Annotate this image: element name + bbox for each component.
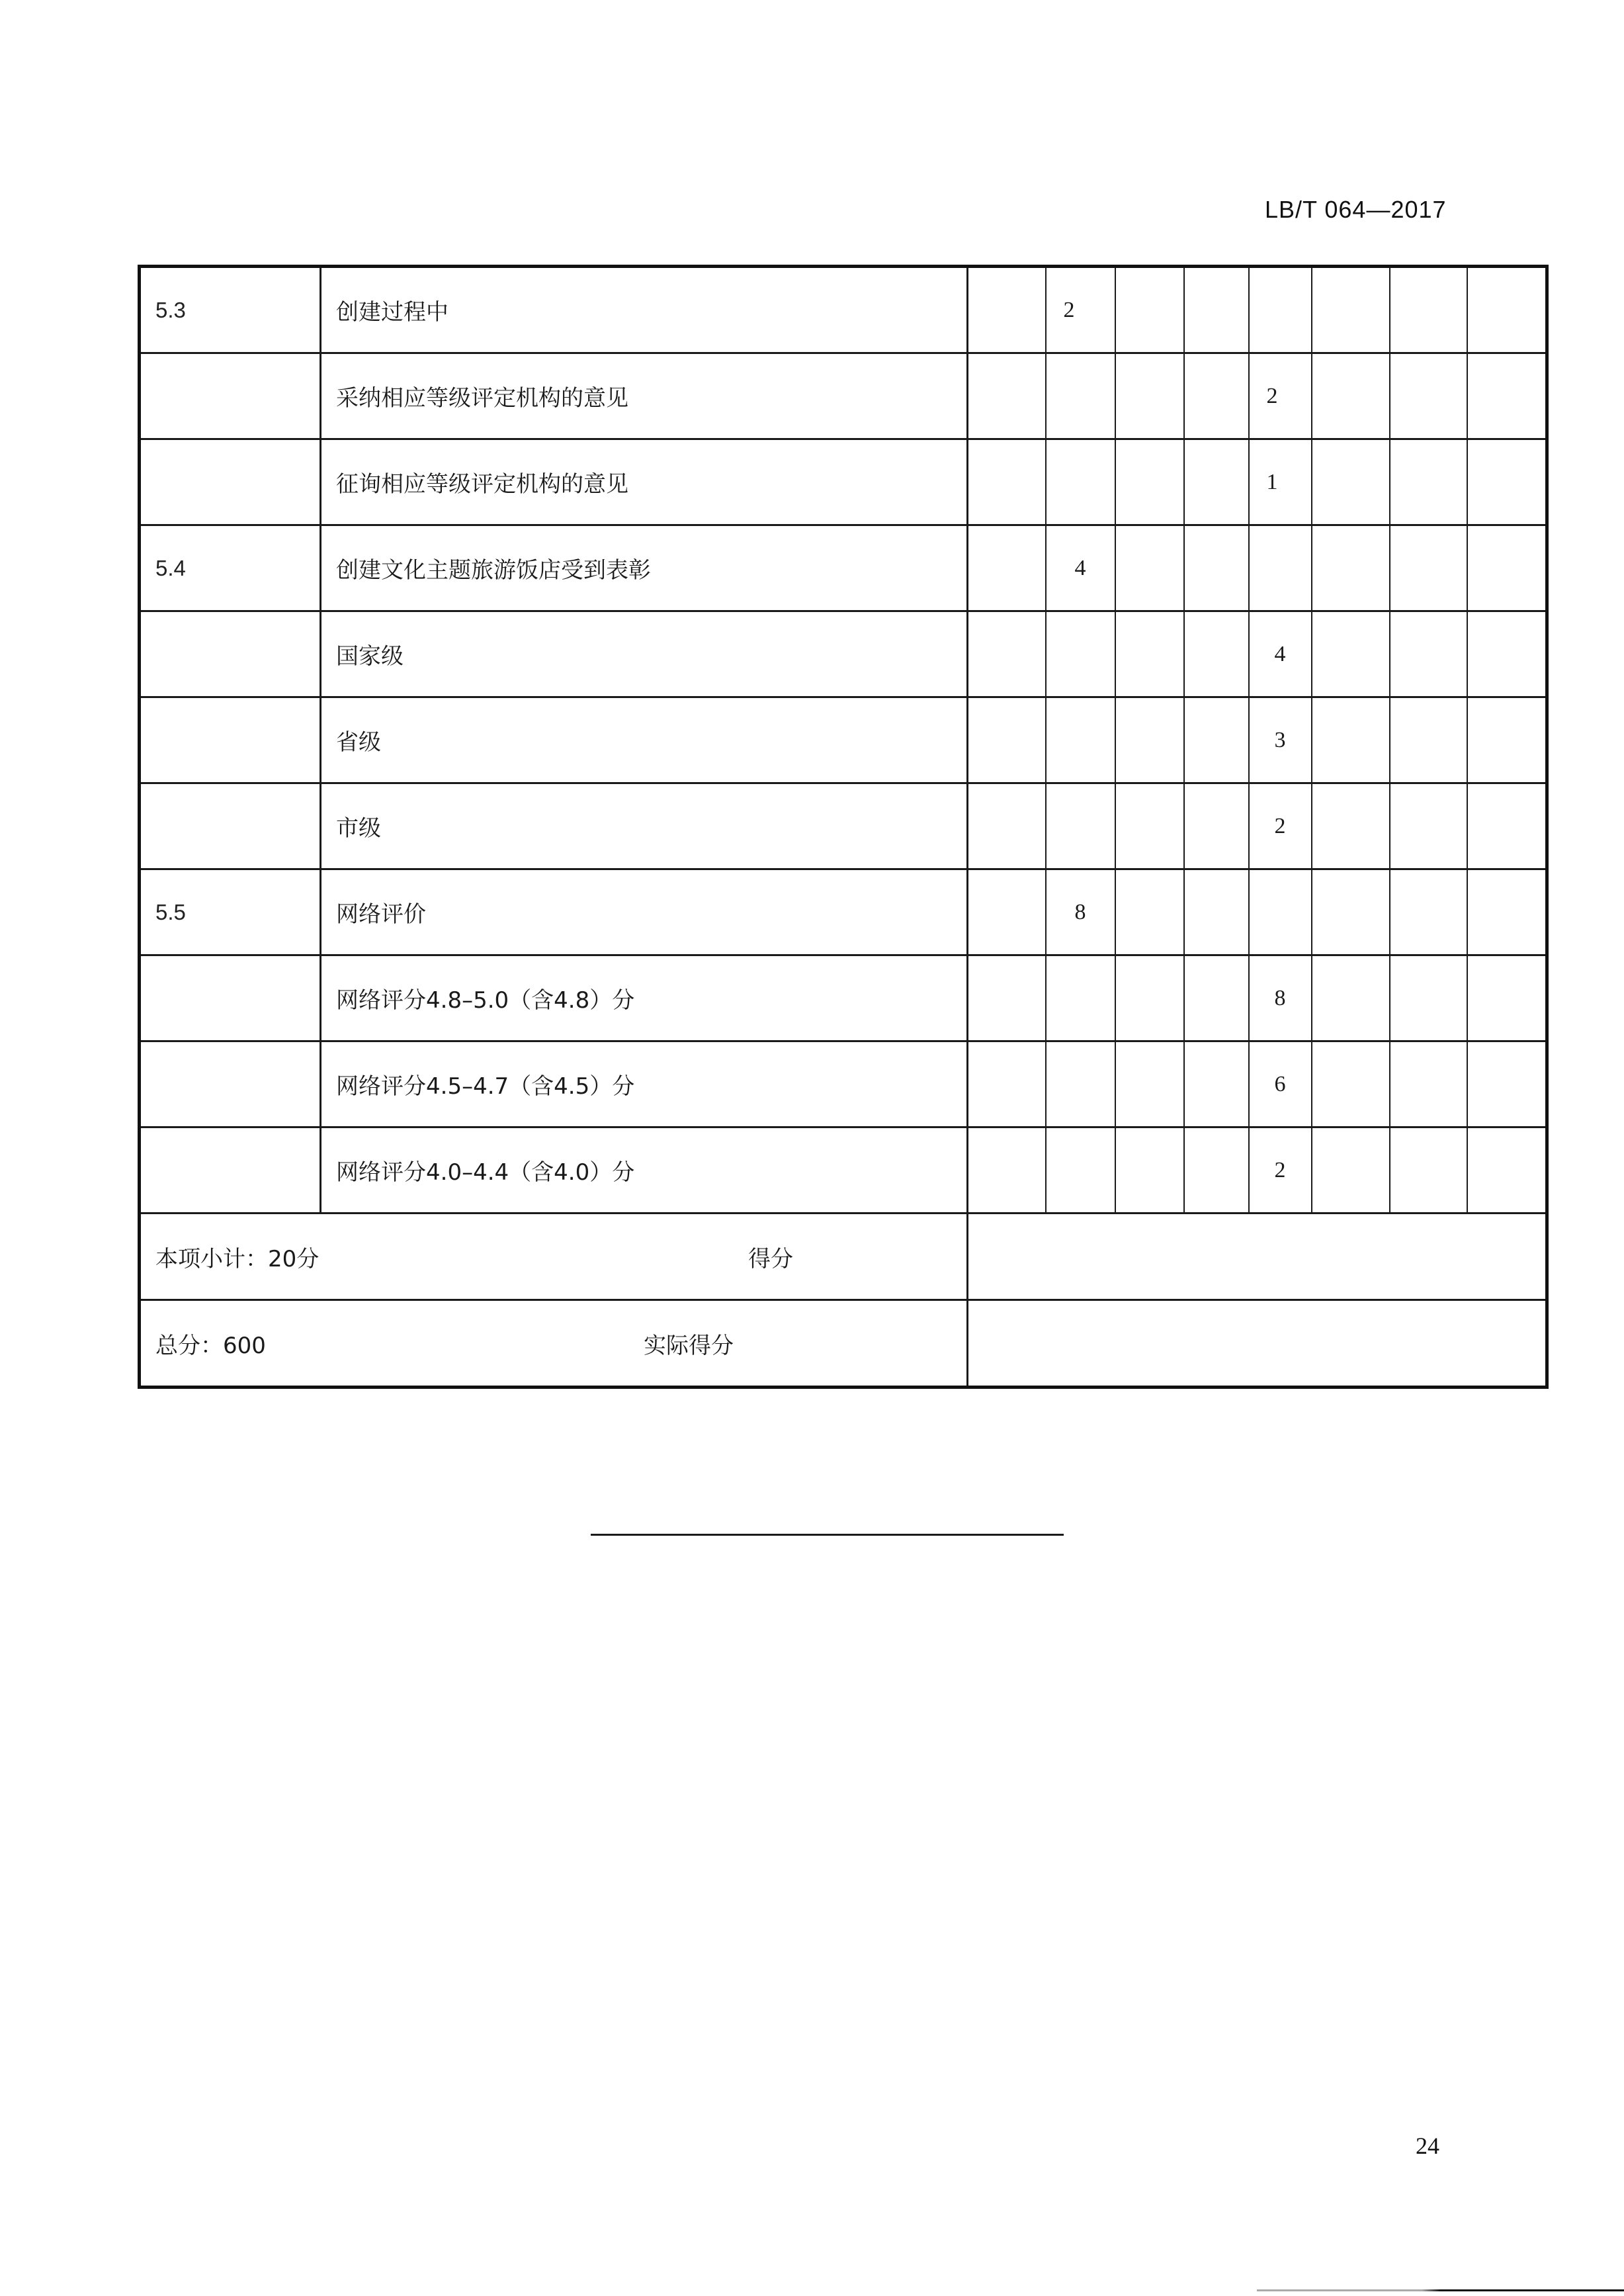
item-code: 5.4 (140, 525, 321, 611)
blank-cell (1115, 955, 1184, 1041)
table-row (140, 1041, 1547, 1127)
blank-cell (968, 611, 1046, 697)
score-cell: 8 (1249, 955, 1312, 1041)
blank-cell (1467, 697, 1547, 783)
score-cell: 2 (1249, 1127, 1312, 1214)
blank-cell (1390, 1041, 1467, 1127)
blank-cell (1312, 869, 1390, 955)
blank-cell (1390, 697, 1467, 783)
item-description: 采纳相应等级评定机构的意见 (321, 353, 968, 439)
standard-code: LB/T 064—2017 (1265, 196, 1447, 223)
item-description: 国家级 (321, 611, 968, 697)
blank-cell (1184, 525, 1249, 611)
blank-cell (968, 353, 1046, 439)
blank-cell (1184, 439, 1249, 525)
blank-cell (1184, 697, 1249, 783)
blank-cell (1184, 1041, 1249, 1127)
blank-cell (1467, 525, 1547, 611)
blank-cell (1312, 697, 1390, 783)
blank-cell (1390, 611, 1467, 697)
score-cell (1249, 869, 1312, 955)
blank-cell (1184, 869, 1249, 955)
score-cell: 3 (1249, 697, 1312, 783)
blank-cell (968, 439, 1046, 525)
item-description: 创建文化主题旅游饭店受到表彰 (321, 525, 968, 611)
blank-cell (1467, 1127, 1547, 1214)
blank-cell (1115, 267, 1184, 353)
blank-cell (968, 1041, 1046, 1127)
score-cell: 6 (1249, 1041, 1312, 1127)
max-score-cell (1046, 697, 1115, 783)
blank-cell (1390, 783, 1467, 869)
total-score-label: 实际得分 (644, 1332, 734, 1359)
page-edge-rule (1257, 2289, 1624, 2291)
max-score-cell: 2 (1046, 267, 1115, 353)
blank-cell (1115, 353, 1184, 439)
score-cell: 1 (1249, 439, 1312, 525)
max-score-cell (1046, 783, 1115, 869)
blank-cell (1390, 869, 1467, 955)
item-code (140, 783, 321, 869)
subtotal-row (140, 1214, 1547, 1300)
blank-cell (1467, 267, 1547, 353)
blank-cell (1115, 611, 1184, 697)
total-label: 总分：600 (155, 1332, 266, 1359)
blank-cell (1312, 353, 1390, 439)
blank-cell (1312, 525, 1390, 611)
item-description: 征询相应等级评定机构的意见 (321, 439, 968, 525)
blank-cell (968, 955, 1046, 1041)
blank-cell (1390, 439, 1467, 525)
total-score-field[interactable] (968, 1300, 1547, 1388)
score-cell (1249, 525, 1312, 611)
blank-cell (1467, 611, 1547, 697)
blank-cell (1184, 783, 1249, 869)
item-code (140, 697, 321, 783)
item-code: 5.5 (140, 869, 321, 955)
blank-cell (1184, 1127, 1249, 1214)
max-score-cell (1046, 955, 1115, 1041)
blank-cell (1115, 869, 1184, 955)
page-number: 24 (1416, 2133, 1439, 2159)
blank-cell (1184, 353, 1249, 439)
blank-cell (1184, 267, 1249, 353)
item-code: 5.3 (140, 267, 321, 353)
blank-cell (968, 1127, 1046, 1214)
table-row (140, 267, 1547, 353)
score-cell: 2 (1249, 783, 1312, 869)
blank-cell (1467, 1041, 1547, 1127)
max-score-cell: 8 (1046, 869, 1115, 955)
blank-cell (968, 697, 1046, 783)
table-row (140, 1127, 1547, 1214)
score-cell: 4 (1249, 611, 1312, 697)
blank-cell (1467, 783, 1547, 869)
item-description: 创建过程中 (321, 267, 968, 353)
blank-cell (1390, 955, 1467, 1041)
item-code (140, 1041, 321, 1127)
max-score-cell (1046, 439, 1115, 525)
table-row (140, 439, 1547, 525)
item-code (140, 439, 321, 525)
max-score-cell (1046, 1127, 1115, 1214)
blank-cell (968, 783, 1046, 869)
table-row (140, 869, 1547, 955)
item-description: 网络评分4.8–5.0（含4.8）分 (321, 955, 968, 1041)
table-row (140, 525, 1547, 611)
blank-cell (1115, 783, 1184, 869)
blank-cell (1115, 697, 1184, 783)
max-score-cell (1046, 353, 1115, 439)
blank-cell (1312, 439, 1390, 525)
score-cell: 2 (1249, 353, 1312, 439)
blank-cell (1390, 1127, 1467, 1214)
blank-cell (968, 525, 1046, 611)
max-score-cell (1046, 1041, 1115, 1127)
item-code (140, 955, 321, 1041)
subtotal-label-cell (140, 1214, 968, 1300)
blank-cell (968, 267, 1046, 353)
score-cell (1249, 267, 1312, 353)
table-row (140, 697, 1547, 783)
blank-cell (1312, 1041, 1390, 1127)
blank-cell (1115, 1127, 1184, 1214)
table-row (140, 783, 1547, 869)
blank-cell (1390, 353, 1467, 439)
item-code (140, 611, 321, 697)
blank-cell (1184, 611, 1249, 697)
blank-cell (1115, 439, 1184, 525)
subtotal-score-label: 得分 (748, 1245, 793, 1272)
max-score-cell (1046, 611, 1115, 697)
total-row (140, 1300, 1547, 1388)
blank-cell (1467, 353, 1547, 439)
blank-cell (1312, 611, 1390, 697)
item-description: 市级 (321, 783, 968, 869)
item-description: 网络评价 (321, 869, 968, 955)
scoring-table (138, 265, 1549, 1389)
blank-cell (1312, 267, 1390, 353)
blank-cell (1312, 783, 1390, 869)
blank-cell (1312, 1127, 1390, 1214)
blank-cell (1184, 955, 1249, 1041)
item-description: 网络评分4.0–4.4（含4.0）分 (321, 1127, 968, 1214)
subtotal-score-field[interactable] (968, 1214, 1547, 1300)
total-label-cell (140, 1300, 968, 1388)
blank-cell (968, 869, 1046, 955)
blank-cell (1115, 525, 1184, 611)
item-description: 省级 (321, 697, 968, 783)
blank-cell (1312, 955, 1390, 1041)
blank-cell (1467, 439, 1547, 525)
blank-cell (1467, 955, 1547, 1041)
end-of-document-rule (591, 1534, 1064, 1536)
table-row (140, 611, 1547, 697)
blank-cell (1390, 525, 1467, 611)
item-code (140, 353, 321, 439)
blank-cell (1467, 869, 1547, 955)
subtotal-label: 本项小计：20分 (155, 1245, 320, 1272)
max-score-cell: 4 (1046, 525, 1115, 611)
table-row (140, 955, 1547, 1041)
item-code (140, 1127, 321, 1214)
blank-cell (1115, 1041, 1184, 1127)
table-row (140, 353, 1547, 439)
item-description: 网络评分4.5–4.7（含4.5）分 (321, 1041, 968, 1127)
blank-cell (1390, 267, 1467, 353)
